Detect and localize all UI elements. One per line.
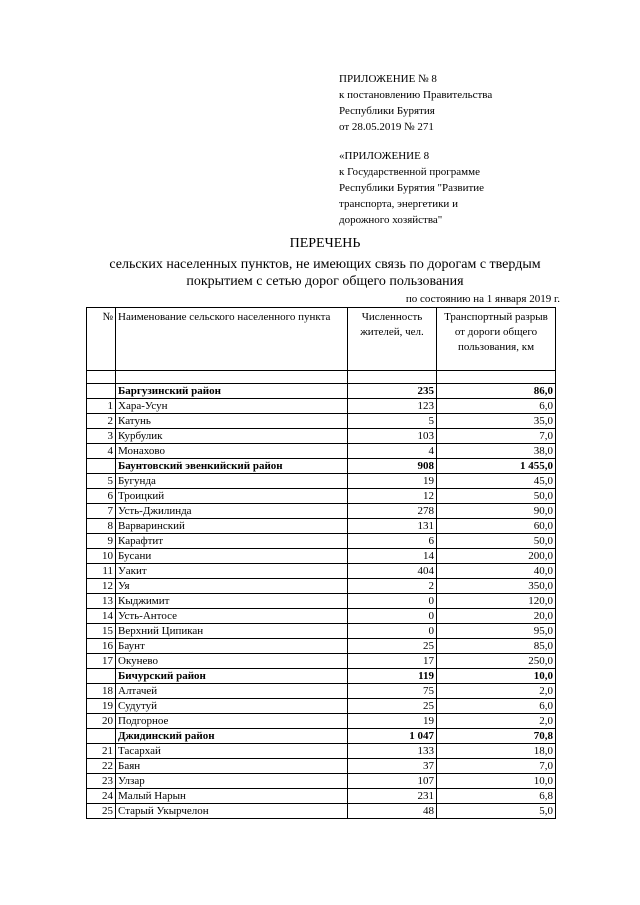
population-value: 119 <box>348 669 437 684</box>
appendix-line: ПРИЛОЖЕНИЕ № 8 <box>339 73 437 85</box>
settlement-name: Бугунда <box>116 474 348 489</box>
header-gap: Транспортный разрыв от дороги общего пользования, км <box>437 308 556 371</box>
appendix-line: к постановлению Правительства <box>339 89 493 101</box>
table-row <box>87 789 556 804</box>
row-number: 6 <box>87 489 116 504</box>
row-number: 5 <box>87 474 116 489</box>
district-row <box>87 669 556 684</box>
table-row <box>87 744 556 759</box>
table-row <box>87 564 556 579</box>
row-number: 8 <box>87 519 116 534</box>
appendix-line: от 28.05.2019 № 271 <box>339 121 434 133</box>
transport-gap-value: 6,0 <box>437 399 556 414</box>
settlement-name: Монахово <box>116 444 348 459</box>
population-value: 0 <box>348 594 437 609</box>
row-number: 18 <box>87 684 116 699</box>
district-row <box>87 729 556 744</box>
population-value: 5 <box>348 414 437 429</box>
row-number: 19 <box>87 699 116 714</box>
transport-gap-value: 38,0 <box>437 444 556 459</box>
population-value: 4 <box>348 444 437 459</box>
transport-gap-value: 50,0 <box>437 534 556 549</box>
program-appendix-line: к Государственной программе <box>339 166 480 178</box>
document-subtitle <box>86 256 564 290</box>
settlement-name: Судутуй <box>116 699 348 714</box>
settlement-name: Бусани <box>116 549 348 564</box>
settlement-name: Тасархай <box>116 744 348 759</box>
population-value: 17 <box>348 654 437 669</box>
settlement-name: Бичурский район <box>116 669 348 684</box>
population-value: 107 <box>348 774 437 789</box>
row-number: 3 <box>87 429 116 444</box>
population-value: 25 <box>348 639 437 654</box>
row-number: 1 <box>87 399 116 414</box>
row-number: 15 <box>87 624 116 639</box>
settlement-name: Старый Укырчелон <box>116 804 348 819</box>
table-row <box>87 549 556 564</box>
header-population: Численность жителей, чел. <box>348 308 437 371</box>
settlement-name: Подгорное <box>116 714 348 729</box>
program-appendix-line: транспорта, энергетики и <box>339 198 458 210</box>
table-row <box>87 714 556 729</box>
transport-gap-value: 40,0 <box>437 564 556 579</box>
document-heading: ПЕРЕЧЕНЬ <box>289 236 361 251</box>
row-number: 16 <box>87 639 116 654</box>
settlement-name: Баян <box>116 759 348 774</box>
population-value: 131 <box>348 519 437 534</box>
row-number <box>87 384 116 399</box>
transport-gap-value: 200,0 <box>437 549 556 564</box>
table-row <box>87 399 556 414</box>
transport-gap-value: 35,0 <box>437 414 556 429</box>
settlement-name: Джидинский район <box>116 729 348 744</box>
settlements-table <box>86 307 556 819</box>
population-value: 48 <box>348 804 437 819</box>
table-header-row <box>87 308 556 371</box>
settlement-name: Баргузинский район <box>116 384 348 399</box>
transport-gap-value: 70,8 <box>437 729 556 744</box>
settlement-name: Алтачей <box>116 684 348 699</box>
table-row <box>87 804 556 819</box>
government-decree-appendix-header <box>339 71 492 135</box>
transport-gap-value: 6,8 <box>437 789 556 804</box>
table-spacer-row <box>87 371 556 384</box>
settlement-name: Усть-Антосе <box>116 609 348 624</box>
population-value: 123 <box>348 399 437 414</box>
row-number <box>87 729 116 744</box>
row-number: 13 <box>87 594 116 609</box>
population-value: 0 <box>348 624 437 639</box>
transport-gap-value: 20,0 <box>437 609 556 624</box>
row-number: 22 <box>87 759 116 774</box>
transport-gap-value: 1 455,0 <box>437 459 556 474</box>
settlement-name: Баунт <box>116 639 348 654</box>
population-value: 37 <box>348 759 437 774</box>
table-row <box>87 624 556 639</box>
district-row <box>87 384 556 399</box>
population-value: 1 047 <box>348 729 437 744</box>
population-value: 19 <box>348 714 437 729</box>
transport-gap-value: 7,0 <box>437 759 556 774</box>
settlement-name: Хара-Усун <box>116 399 348 414</box>
transport-gap-value: 5,0 <box>437 804 556 819</box>
row-number: 24 <box>87 789 116 804</box>
row-number: 2 <box>87 414 116 429</box>
row-number <box>87 459 116 474</box>
table-row <box>87 579 556 594</box>
table-row <box>87 429 556 444</box>
table-row <box>87 414 556 429</box>
settlement-name: Уакит <box>116 564 348 579</box>
district-row <box>87 459 556 474</box>
settlement-name: Катунь <box>116 414 348 429</box>
settlement-name: Варваринский <box>116 519 348 534</box>
settlement-name: Кыджимит <box>116 594 348 609</box>
table-row <box>87 639 556 654</box>
transport-gap-value: 250,0 <box>437 654 556 669</box>
transport-gap-value: 350,0 <box>437 579 556 594</box>
transport-gap-value: 45,0 <box>437 474 556 489</box>
table-row <box>87 534 556 549</box>
row-number: 21 <box>87 744 116 759</box>
table-row <box>87 654 556 669</box>
row-number: 7 <box>87 504 116 519</box>
row-number: 12 <box>87 579 116 594</box>
header-num: № <box>87 308 116 371</box>
transport-gap-value: 2,0 <box>437 684 556 699</box>
row-number: 11 <box>87 564 116 579</box>
header-name: Наименование сельского населенного пункта <box>116 308 348 371</box>
table-body <box>87 384 556 819</box>
settlement-name: Окунево <box>116 654 348 669</box>
transport-gap-value: 2,0 <box>437 714 556 729</box>
as-of-date: по состоянию на 1 января 2019 г. <box>405 293 560 305</box>
population-value: 231 <box>348 789 437 804</box>
settlement-name: Усть-Джилинда <box>116 504 348 519</box>
program-appendix-line: Республики Бурятия "Развитие <box>339 182 485 194</box>
transport-gap-value: 60,0 <box>437 519 556 534</box>
program-appendix-header <box>339 148 484 228</box>
program-appendix-line: дорожного хозяйства" <box>339 214 443 226</box>
table-row <box>87 684 556 699</box>
subtitle-line-1: сельских населенных пунктов, не имеющих связь по дорогам с твердым <box>109 257 541 272</box>
population-value: 133 <box>348 744 437 759</box>
transport-gap-value: 18,0 <box>437 744 556 759</box>
population-value: 2 <box>348 579 437 594</box>
transport-gap-value: 85,0 <box>437 639 556 654</box>
population-value: 75 <box>348 684 437 699</box>
transport-gap-value: 86,0 <box>437 384 556 399</box>
population-value: 14 <box>348 549 437 564</box>
settlement-name: Карафтит <box>116 534 348 549</box>
transport-gap-value: 95,0 <box>437 624 556 639</box>
population-value: 19 <box>348 474 437 489</box>
settlement-name: Курбулик <box>116 429 348 444</box>
transport-gap-value: 120,0 <box>437 594 556 609</box>
table-row <box>87 759 556 774</box>
program-appendix-line: «ПРИЛОЖЕНИЕ 8 <box>339 150 430 162</box>
population-value: 103 <box>348 429 437 444</box>
transport-gap-value: 10,0 <box>437 774 556 789</box>
population-value: 908 <box>348 459 437 474</box>
settlement-name: Улзар <box>116 774 348 789</box>
subtitle-line-2: покрытием с сетью дорог общего пользования <box>186 274 464 289</box>
transport-gap-value: 90,0 <box>437 504 556 519</box>
population-value: 25 <box>348 699 437 714</box>
transport-gap-value: 50,0 <box>437 489 556 504</box>
population-value: 0 <box>348 609 437 624</box>
transport-gap-value: 7,0 <box>437 429 556 444</box>
table-row <box>87 474 556 489</box>
settlement-name: Баунтовский эвенкийский район <box>116 459 348 474</box>
row-number: 23 <box>87 774 116 789</box>
transport-gap-value: 6,0 <box>437 699 556 714</box>
population-value: 12 <box>348 489 437 504</box>
appendix-line: Республики Бурятия <box>339 105 435 117</box>
settlement-name: Уя <box>116 579 348 594</box>
table-row <box>87 594 556 609</box>
row-number <box>87 669 116 684</box>
population-value: 404 <box>348 564 437 579</box>
table-row <box>87 774 556 789</box>
population-value: 235 <box>348 384 437 399</box>
settlement-name: Малый Нарын <box>116 789 348 804</box>
settlement-name: Троицкий <box>116 489 348 504</box>
row-number: 25 <box>87 804 116 819</box>
table-row <box>87 444 556 459</box>
table-row <box>87 489 556 504</box>
population-value: 6 <box>348 534 437 549</box>
population-value: 278 <box>348 504 437 519</box>
row-number: 10 <box>87 549 116 564</box>
row-number: 14 <box>87 609 116 624</box>
row-number: 20 <box>87 714 116 729</box>
transport-gap-value: 10,0 <box>437 669 556 684</box>
row-number: 17 <box>87 654 116 669</box>
row-number: 4 <box>87 444 116 459</box>
row-number: 9 <box>87 534 116 549</box>
table-row <box>87 504 556 519</box>
table-row <box>87 609 556 624</box>
table-row <box>87 699 556 714</box>
table-row <box>87 519 556 534</box>
settlement-name: Верхний Ципикан <box>116 624 348 639</box>
